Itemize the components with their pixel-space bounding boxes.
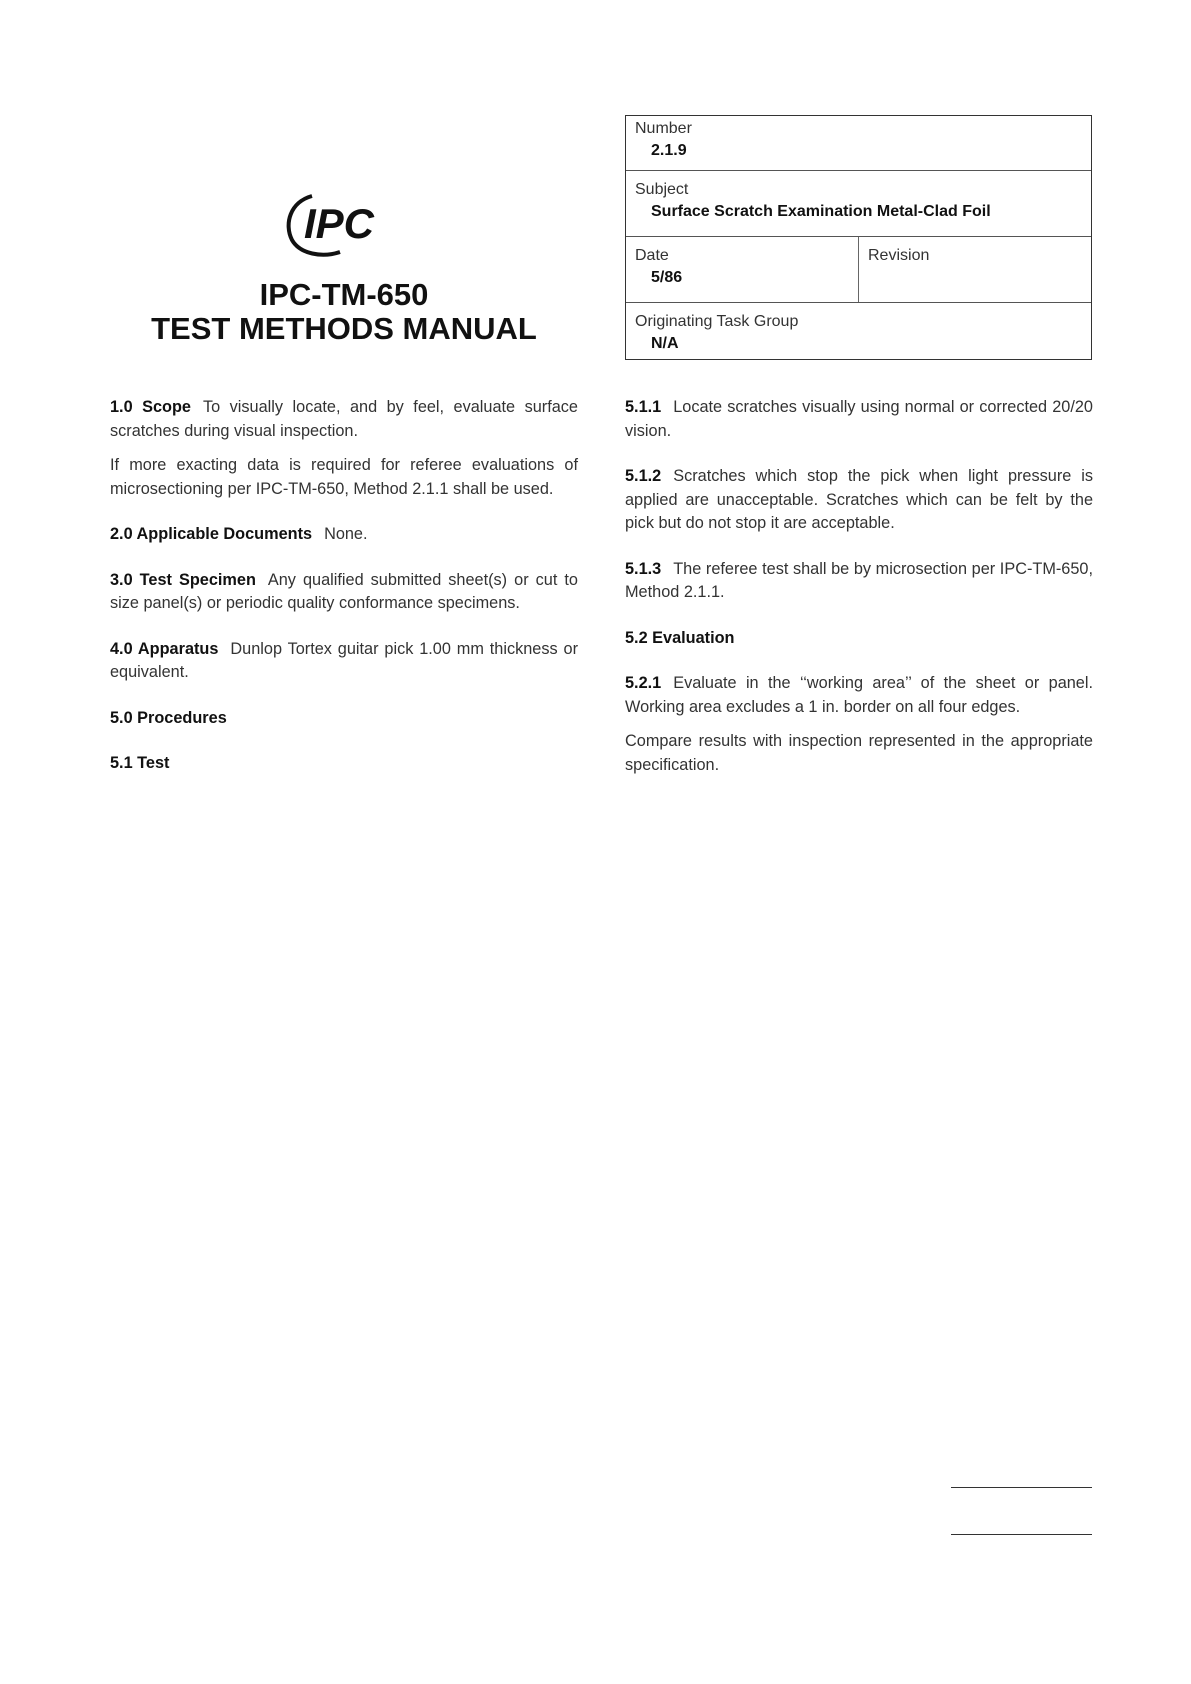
title-line-1: IPC-TM-650	[259, 277, 429, 312]
number-value: 2.1.9	[651, 142, 687, 159]
footer-rule	[951, 1487, 1092, 1488]
subject-row	[626, 171, 1091, 237]
section-paragraph	[110, 396, 578, 443]
right-column	[625, 396, 1093, 788]
section-paragraph	[110, 523, 578, 547]
task-group-value: N/A	[651, 335, 679, 352]
section-text: None.	[324, 525, 368, 543]
info-table	[625, 115, 1092, 360]
section-text: Locate scratches visually using normal or corrected 20/20 vision.	[625, 398, 1093, 440]
section-heading: 5.1.1	[625, 398, 662, 416]
section-paragraph	[625, 627, 1093, 651]
svg-text:IPC: IPC	[304, 200, 375, 247]
section-text: Dunlop Tortex guitar pick 1.00 mm thickness or equivalent.	[110, 639, 578, 681]
footer-rule	[951, 1534, 1092, 1535]
task-group-label: Originating Task Group	[635, 313, 799, 330]
number-row	[626, 116, 1091, 171]
section-heading: 5.1 Test	[110, 754, 170, 772]
section-paragraph	[625, 465, 1093, 536]
section-heading: 2.0 Applicable Documents	[110, 525, 313, 543]
section-paragraph	[625, 730, 1093, 777]
section-heading: 5.1.2	[625, 467, 662, 485]
section-heading: 3.0 Test Specimen	[110, 570, 256, 589]
section-heading: 5.2.1	[625, 674, 662, 692]
section-paragraph	[110, 454, 578, 501]
section-text: To visually locate, and by feel, evaluate surface scratches during visual inspection.	[110, 398, 578, 440]
section-text: Scratches which stop the pick when light pressure is applied are unacceptable. Scratches which can be felt by the pick but do not stop it are acceptable.	[625, 467, 1093, 532]
date-label: Date	[635, 247, 669, 264]
section-text: Compare results with inspection represented in the appropriate specification.	[625, 732, 1093, 774]
section-heading: 5.1.3	[625, 559, 662, 578]
section-paragraph	[625, 672, 1093, 719]
section-heading: 5.0 Procedures	[110, 708, 227, 727]
section-text: Any qualified submitted sheet(s) or cut to size panel(s) or periodic quality conformance specimens.	[110, 570, 578, 612]
title-line-2: TEST METHODS MANUAL	[151, 311, 537, 346]
revision-label: Revision	[868, 247, 930, 264]
date-row	[626, 237, 1091, 303]
section-paragraph	[110, 752, 578, 776]
section-paragraph	[110, 569, 578, 616]
date-value: 5/86	[651, 269, 683, 286]
section-heading: 4.0 Apparatus	[110, 639, 219, 658]
section-text: If more exacting data is required for referee evaluations of microsectioning per IPC-TM-650, Method 2.1.1 shall be used.	[110, 456, 578, 498]
subject-label: Subject	[635, 181, 689, 198]
section-heading: 5.2 Evaluation	[625, 628, 735, 647]
number-label: Number	[635, 120, 692, 137]
section-paragraph	[625, 396, 1093, 443]
ipc-logo	[282, 190, 397, 260]
section-paragraph	[110, 707, 578, 731]
task-group-row	[626, 303, 1091, 359]
section-paragraph	[110, 638, 578, 685]
section-heading: 1.0 Scope	[110, 398, 191, 416]
section-text: The referee test shall be by microsection per IPC-TM-650, Method 2.1.1.	[625, 559, 1093, 601]
section-paragraph	[625, 558, 1093, 605]
left-column	[110, 396, 578, 798]
subject-value: Surface Scratch Examination Metal-Clad Foil	[651, 203, 991, 220]
section-text: Evaluate in the ‘‘working area’’ of the sheet or panel. Working area excludes a 1 in. border on all four edges.	[625, 674, 1093, 716]
manual-title	[110, 278, 578, 346]
